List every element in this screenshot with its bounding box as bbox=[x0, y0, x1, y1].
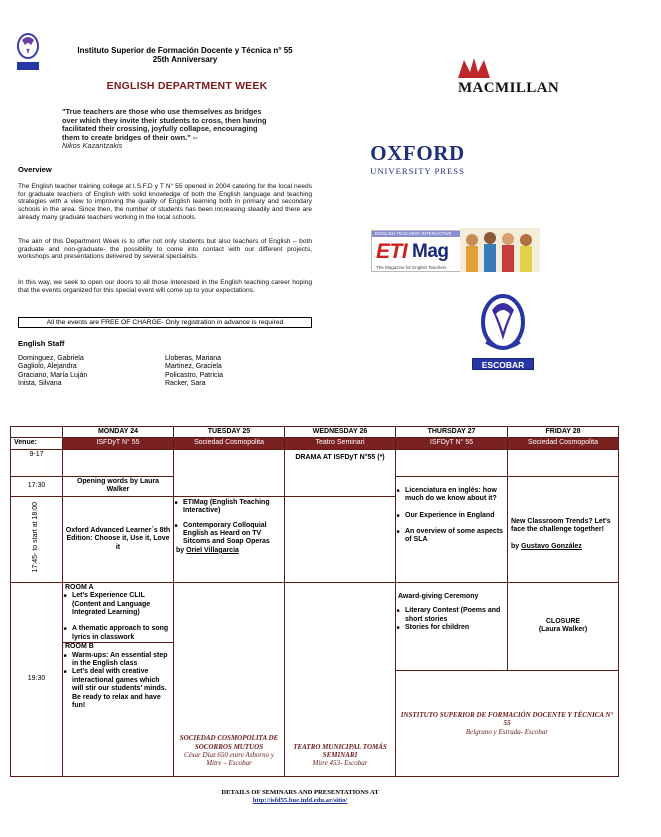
staff-member: Inista, Silvana bbox=[18, 380, 62, 388]
overview-paragraph-2: The aim of this Department Week is to offer not only students but also teachers of English – both graduate and non-graduate- the possibility to come into contact with our different projects, workshops and presentations delivered by several specialists. bbox=[18, 238, 312, 261]
list-item: ■ Literary Contest (Poems and short stories bbox=[396, 607, 501, 623]
schedule-cell bbox=[396, 449, 508, 476]
bullet-icon: ■ bbox=[396, 625, 400, 632]
institute-logo-icon bbox=[14, 32, 42, 78]
drama-event: DRAMA AT ISFDyT N°55 (*) bbox=[285, 449, 396, 496]
escobar-label: ESCOBAR bbox=[472, 358, 534, 370]
venue-cell: Sociedad Cosmopolita bbox=[174, 438, 285, 449]
venue-cell: ISFDyT N° 55 bbox=[396, 438, 508, 449]
award-ceremony-event: Award-giving Ceremony ■ Literary Contest (Poems and short stories ■ Stories for children bbox=[396, 582, 508, 670]
day-header: THURSDAY 27 bbox=[396, 427, 508, 438]
venue-cell: Teatro Seminari bbox=[285, 438, 396, 449]
students-photo-icon bbox=[460, 228, 540, 272]
opening-words-event: Opening words by Laura Walker bbox=[63, 476, 174, 496]
bullet-icon: ■ bbox=[396, 529, 400, 536]
oxford-logo-text: OXFORD bbox=[370, 141, 465, 165]
quote-block bbox=[62, 108, 267, 151]
list-item: ■ Licenciatura en inglés: how much do we know about it? bbox=[396, 486, 497, 503]
schedule-cell bbox=[174, 449, 285, 496]
staff-member: Lloberas, Mariana bbox=[165, 355, 222, 362]
quote-text: "True teachers are those who use themselves as bridges over which they invite their students to cross, then having facilitated their crossing, joyfully collapse, encouraging them to create bridges of their own." -- bbox=[62, 107, 267, 142]
page-title: ENGLISH DEPARTMENT WEEK bbox=[106, 80, 268, 92]
list-item: ■ Warm-ups: An essential step in the English class bbox=[63, 651, 168, 668]
etimag-mag: Mag bbox=[412, 241, 449, 262]
bullet-icon: ■ bbox=[63, 593, 67, 600]
overview-paragraph-1: The English teacher training college at I.S.F.D y T N° 55 opened in 2004 catering for the local needs for graduate teachers of English with solid knowledge of both the English language and teaching strategies with a view to improving the quality of English learning both in primary and secondary schools in the area. Since then, the number of students has been increasing steadily and there are already many graduate teachers working in the local schools. bbox=[18, 183, 312, 221]
overview-heading: Overview bbox=[18, 165, 52, 174]
list-item: ■ A thematic approach to song lyrics in classwork bbox=[63, 625, 169, 641]
closure-event: CLOSURE (Laura Walker) bbox=[508, 582, 619, 670]
etimag-tagline: The Magazine for English Teachers bbox=[376, 265, 447, 270]
free-of-charge-note: All the events are FREE OF CHARGE- Only registration in advance is required bbox=[18, 317, 312, 328]
day-header: WEDNESDAY 26 bbox=[285, 427, 396, 438]
day-header: FRIDAY 28 bbox=[508, 427, 619, 438]
etimag-eti: ETI bbox=[376, 240, 408, 263]
time-label: 17:45- to start at 18:00 bbox=[32, 502, 40, 573]
room-b-label: ROOM B bbox=[63, 642, 173, 651]
etimag-strip: ENGLISH TEACHING INTERACTIVE bbox=[372, 231, 525, 237]
footer bbox=[150, 789, 450, 805]
thursday-early-events bbox=[396, 476, 508, 582]
list-item: ■ Our Experience in England bbox=[396, 511, 495, 519]
venue-address-wednesday: TEATRO MUNICIPAL TOMÁS SEMINARI Mitre 453- Escobar bbox=[285, 582, 396, 776]
staff-member: Dominguez, Gabriela bbox=[18, 355, 84, 362]
bullet-icon: ■ bbox=[63, 652, 67, 659]
list-item: ■ Let's deal with creative interactional games which will stir our students' minds. Be ready to relax and have fun! bbox=[63, 668, 167, 710]
staff-member: Graciano, María Luján bbox=[18, 371, 88, 379]
staff-member: Racker, Sara bbox=[165, 380, 206, 388]
overview-paragraph-3: In this way, we seek to open our doors to all those interested in the English teaching career hoping that the events organized for this special event will come up to your expectations. bbox=[18, 279, 312, 294]
time-cell: 19:30 bbox=[11, 582, 63, 776]
table-row bbox=[11, 427, 619, 438]
monday-rooms bbox=[63, 582, 174, 776]
bullet-icon: ■ bbox=[396, 487, 400, 494]
macmillan-logo-icon bbox=[458, 56, 490, 78]
venue-address-tuesday: SOCIEDAD COSMOPOLITA DE SOCORROS MUTUOS César Díaz 650 entre Asborno y Mitre – Escobar bbox=[174, 582, 285, 776]
bullet-icon: ■ bbox=[174, 522, 178, 529]
schedule-cell bbox=[63, 449, 174, 476]
footer-text: DETAILS OF SEMINARS AND PRESENTATIONS AT bbox=[221, 789, 379, 796]
list-item: ■ Contemporary Colloquial English as Heard on TV Sitcoms and Soap Operas bbox=[174, 521, 270, 546]
venue-label: Venue: bbox=[11, 438, 63, 449]
bullet-icon: ■ bbox=[396, 608, 400, 615]
staff-list-left bbox=[18, 355, 158, 389]
table-row bbox=[11, 449, 619, 476]
list-item: ■ ETIMag (English Teaching Interactive) bbox=[174, 498, 270, 515]
staff-heading: English Staff bbox=[18, 339, 65, 348]
list-item: ■ Let's Experience CLIL (Content and Language Integrated Learning) bbox=[63, 592, 151, 617]
bullet-icon: ■ bbox=[63, 669, 67, 676]
bullet-icon: ■ bbox=[174, 499, 178, 506]
oxford-university-press-text: UNIVERSITY PRESS bbox=[370, 166, 465, 176]
bullet-icon: ■ bbox=[63, 626, 67, 633]
staff-list-right bbox=[165, 355, 305, 389]
day-header: MONDAY 24 bbox=[63, 427, 174, 438]
time-cell bbox=[11, 496, 63, 582]
quote-author: Nikos Kazantzakis bbox=[62, 141, 123, 151]
institution-name: Instituto Superior de Formación Docente y Técnica n° 55 25th Anniversary bbox=[77, 46, 293, 64]
venue-address-thursday: INSTITUTO SUPERIOR DE FORMACIÓN DOCENTE Y TÉCNICA N° 55 Belgrano y Estrada- Escobar bbox=[396, 670, 619, 776]
oxford-advanced-event: Oxford Advanced Learner´s 8th Edition: Choose it, Use it, Love it bbox=[63, 496, 174, 582]
staff-member: Martinez, Graciela bbox=[165, 363, 222, 371]
speaker-name: Gustavo González bbox=[521, 542, 582, 550]
day-header: TUESDAY 25 bbox=[174, 427, 285, 438]
venue-cell: ISFDyT N° 55 bbox=[63, 438, 174, 449]
list-item: ■ An overview of some aspects of SLA bbox=[396, 528, 504, 544]
table-row bbox=[11, 438, 619, 449]
corner-cell bbox=[11, 427, 63, 438]
friday-trends-event: New Classroom Trends? Let's face the challenge together! by Gustavo González bbox=[511, 518, 611, 550]
schedule-cell bbox=[285, 496, 396, 582]
table-row bbox=[11, 582, 619, 670]
tuesday-events: ■ ETIMag (English Teaching Interactive) ■ Contemporary Colloquial English as Heard on TV Sitcoms and Soap Operas by Oriel Villagarcia bbox=[174, 496, 285, 582]
escobar-logo-icon bbox=[472, 292, 534, 358]
venue-cell: Sociedad Cosmopolita bbox=[508, 438, 619, 449]
staff-member: Gagliolo, Alejandra bbox=[18, 363, 77, 371]
staff-member: Policastro, Patricia bbox=[165, 371, 223, 379]
schedule-table bbox=[10, 426, 619, 777]
footer-link[interactable]: http://isfd55.bue.infd.edu.ar/sitio/ bbox=[252, 797, 348, 804]
schedule-cell bbox=[508, 449, 619, 476]
time-cell: 9-17 bbox=[11, 449, 63, 476]
time-cell: 17:30 bbox=[11, 476, 63, 496]
room-a-label: ROOM A bbox=[65, 583, 94, 591]
speaker-name: Oriel Villagarcia bbox=[186, 546, 239, 554]
macmillan-logo-text: MACMILLAN bbox=[458, 80, 560, 96]
bullet-icon: ■ bbox=[396, 512, 400, 519]
list-item: ■ Stories for children bbox=[396, 624, 470, 632]
